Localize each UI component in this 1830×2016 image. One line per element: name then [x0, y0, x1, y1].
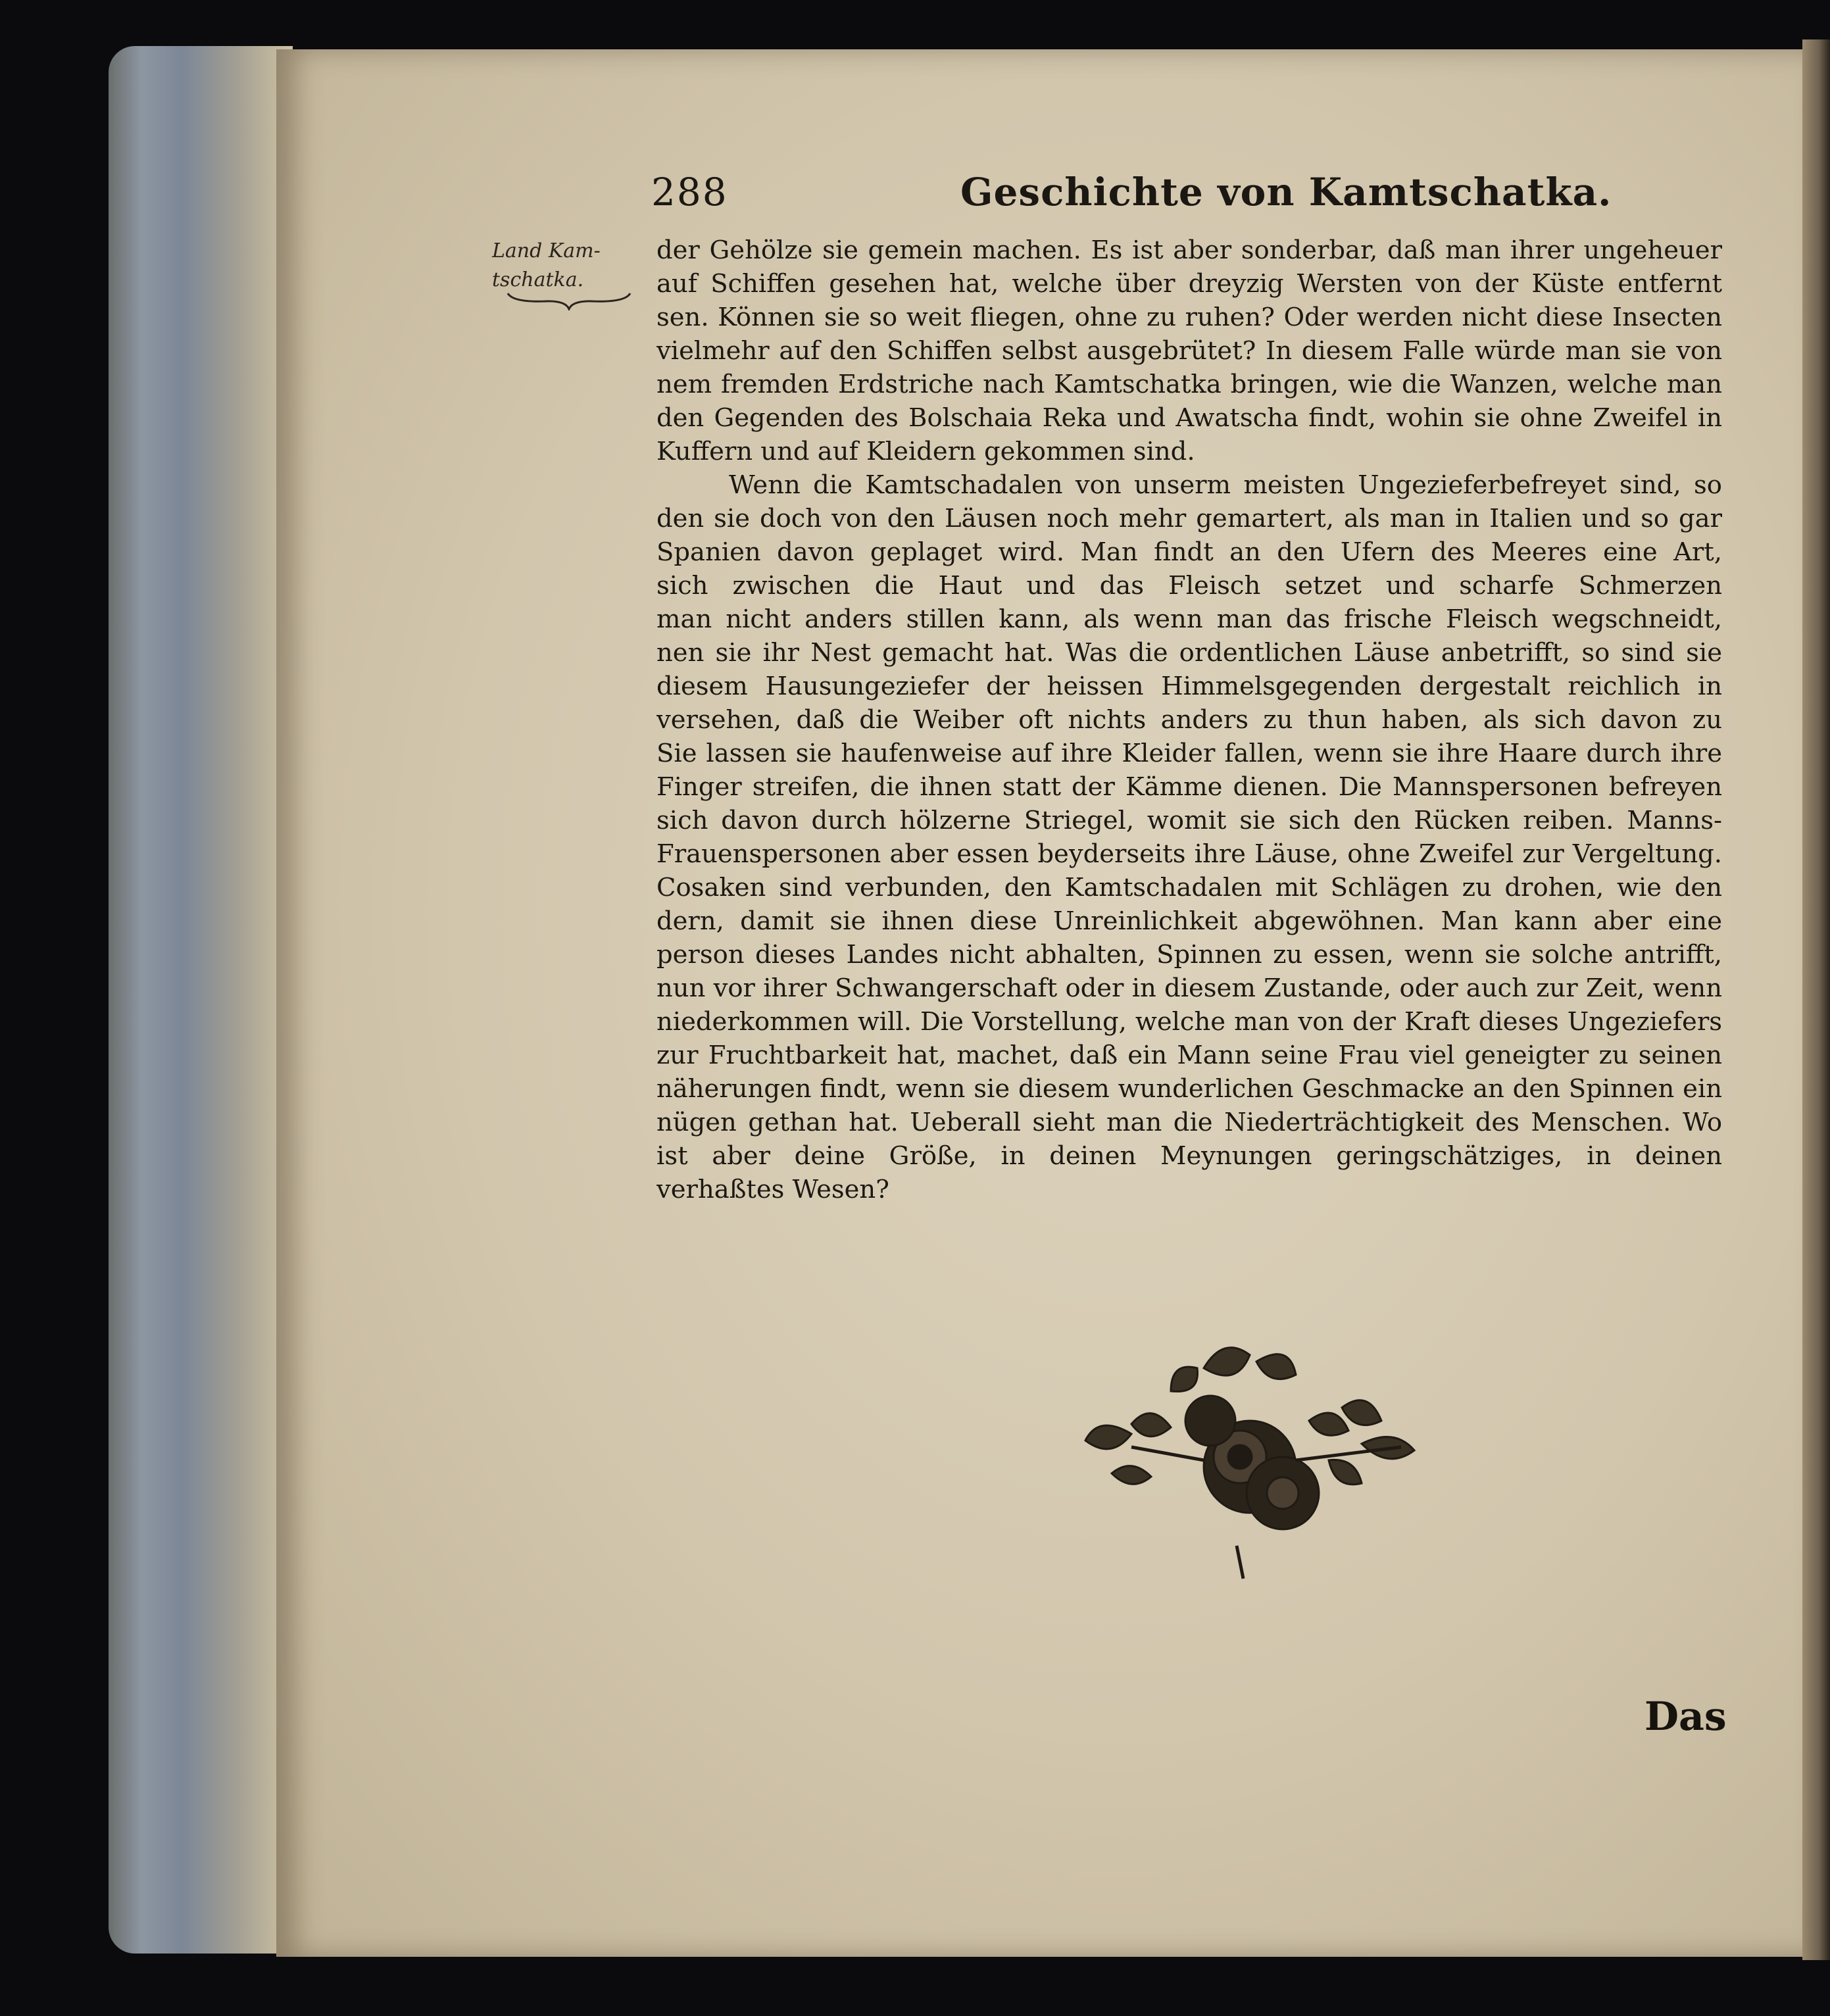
text-line: dern, damit sie ihnen diese Unreinlichkeit abgewöhnen. Man kann aber eine	[656, 906, 1722, 936]
text-line: ist aber deine Größe, in deinen Meynungen geringschätziges, in deinen	[656, 1141, 1722, 1171]
text-line: näherungen findt, wenn sie diesem wunderlichen Geschmacke an den Spinnen ein	[656, 1074, 1722, 1104]
text-line: Spanien davon geplaget wird. Man findt an den Ufern des Meeres eine Art,	[656, 537, 1722, 567]
book-right-edge	[1802, 39, 1830, 1960]
text-line: verhaßtes Wesen?	[656, 1175, 889, 1204]
book-page-edges	[109, 46, 293, 1954]
text-line: person dieses Landes nicht abhalten, Spinnen zu essen, wenn sie solche antrifft,	[656, 940, 1722, 970]
text-line: den sie doch von den Läusen noch mehr gemartert, als man in Italien und so gar	[656, 504, 1722, 533]
text-line: den Gegenden des Bolschaia Reka und Awatscha findt, wohin sie ohne Zweifel in	[656, 403, 1722, 433]
text-line: nun vor ihrer Schwangerschaft oder in diesem Zustande, oder auch zur Zeit, wenn	[656, 973, 1722, 1003]
text-line: Sie lassen sie haufenweise auf ihre Kleider fallen, wenn sie ihre Haare durch ihre	[656, 739, 1722, 768]
text-line: Kuffern und auf Kleidern gekommen sind.	[656, 437, 1195, 466]
page-header	[651, 170, 1769, 216]
text-line: nen sie ihr Nest gemacht hat. Was die ordentlichen Läuse anbetrifft, so sind sie	[656, 638, 1722, 668]
text-line: niederkommen will. Die Vorstellung, welche man von der Kraft dieses Ungeziefers	[656, 1007, 1722, 1037]
margin-note-line: Land Kam-	[492, 239, 601, 262]
running-title: Geschichte von Kamtschatka.	[960, 170, 1612, 214]
margin-note-line: tschatka.	[492, 268, 584, 291]
text-line: sen. Können sie so weit fliegen, ohne zu ruhen? Oder werden nicht diese Insecten	[656, 303, 1722, 332]
margin-note	[492, 237, 643, 295]
body-text	[656, 234, 1722, 1206]
text-line: Frauenspersonen aber essen beyderseits ihre Läuse, ohne Zweifel zur Vergeltung.	[656, 839, 1722, 869]
text-line: Cosaken sind verbunden, den Kamtschadalen mit Schlägen zu drohen, wie den	[656, 873, 1722, 902]
page-number: 288	[651, 170, 728, 214]
text-line: Wenn die Kamtschadalen von unserm meisten Ungezieferbefreyet sind, so	[729, 470, 1722, 500]
text-line: der Gehölze sie gemein machen. Es ist aber sonderbar, daß man ihrer ungeheuer	[656, 235, 1722, 265]
text-line: Finger streifen, die ihnen statt der Kämme dienen. Die Mannspersonen befreyen	[656, 772, 1722, 802]
text-line: auf Schiffen gesehen hat, welche über dreyzig Wersten von der Küste entfernt	[656, 269, 1722, 299]
rose-ornament-icon	[1072, 1329, 1434, 1592]
margin-brace-icon	[507, 291, 631, 310]
text-line: man nicht anders stillen kann, als wenn man das frische Fleisch wegschneidt,	[656, 604, 1722, 634]
catchword: Das	[1645, 1694, 1727, 1740]
text-line: vielmehr auf den Schiffen selbst ausgebrütet? In diesem Falle würde man sie von	[656, 336, 1722, 366]
text-line: diesem Hausungeziefer der heissen Himmelsgegenden dergestalt reichlich in	[656, 672, 1722, 701]
text-line: sich davon durch hölzerne Striegel, womit sie sich den Rücken reiben. Manns-	[656, 806, 1722, 835]
text-line: nem fremden Erdstriche nach Kamtschatka bringen, wie die Wanzen, welche man	[656, 370, 1722, 399]
text-line: zur Fruchtbarkeit hat, machet, daß ein Mann seine Frau viel geneigter zu seinen	[656, 1041, 1722, 1070]
text-line: nügen gethan hat. Ueberall sieht man die Niederträchtigkeit des Menschen. Wo	[656, 1108, 1722, 1137]
text-line: versehen, daß die Weiber oft nichts anders zu thun haben, als sich davon zu	[656, 705, 1722, 735]
text-line: sich zwischen die Haut und das Fleisch setzet und scharfe Schmerzen	[656, 571, 1722, 601]
